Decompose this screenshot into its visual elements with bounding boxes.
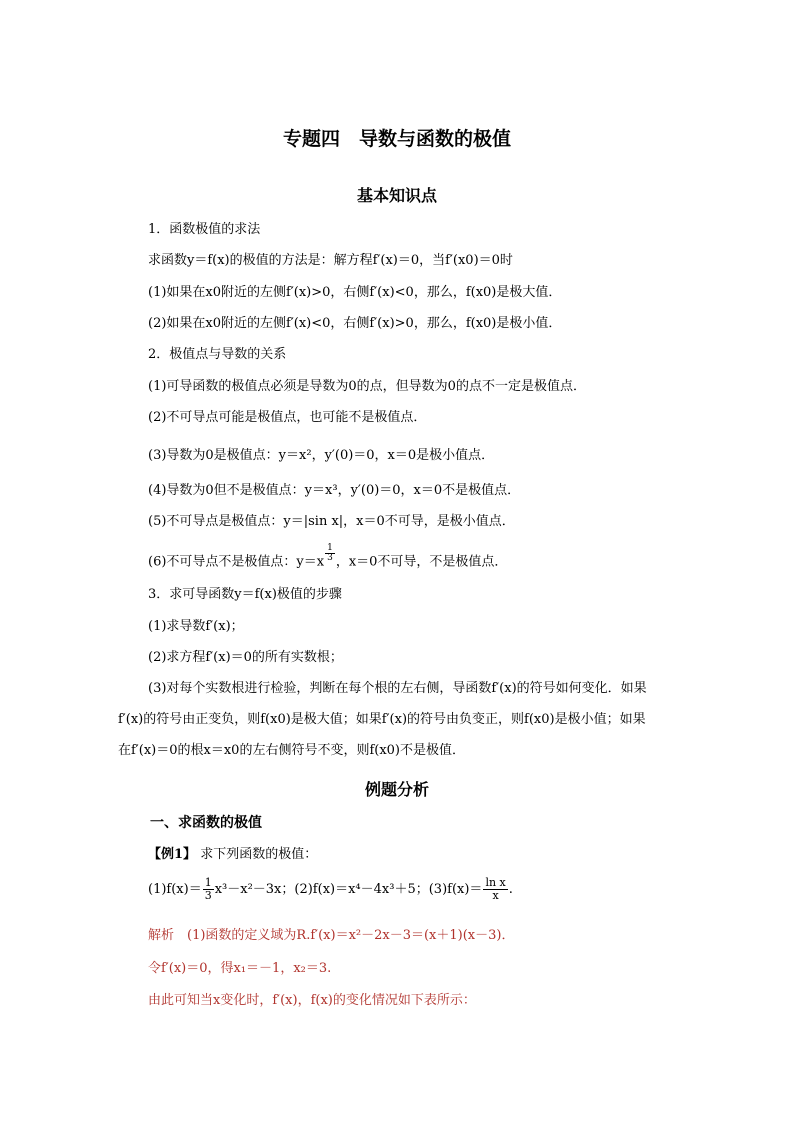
text-step-3-line-3: 在f′(x)＝0的根x＝x0的左右侧符号不变，则f(x0)不是极值． <box>118 743 466 758</box>
relation-6-suffix: ，x＝0不可导，不是极值点． <box>335 554 508 570</box>
example-1-prompt <box>148 846 317 864</box>
function-1-prefix: (1)f(x)＝ <box>148 882 202 897</box>
function-3-fraction <box>483 877 507 902</box>
section-example-heading: 例题分析 <box>364 780 429 799</box>
example-1-functions <box>148 872 513 908</box>
text-relation-5: (5)不可导点是极值点：y＝|sin x|，x＝0不可导，是极小值点． <box>148 514 515 529</box>
text-relation-6 <box>148 544 507 572</box>
function-1-fraction <box>203 877 214 902</box>
solution-line-1: 解析 (1)函数的定义域为R.f′(x)＝x²－2x－3＝(x＋1)(x－3)． <box>148 928 515 943</box>
function-1-numerator: 1 <box>204 876 212 889</box>
solution-line-2: 令f′(x)＝0，得x₁＝－1，x₂＝3. <box>148 961 332 976</box>
exponent-fraction <box>325 544 335 563</box>
text-step-3-line-1: (3)对每个实数根进行检验，判断在每个根的左右侧，导函数f′(x)的符号如何变化．如果 <box>148 681 647 696</box>
heading-extremum-derivative: 2．极值点与导数的关系 <box>148 347 287 362</box>
text-step-3-line-2: f′(x)的符号由正变负，则f(x0)是极大值；如果f′(x)的符号由负变正，则f(x0)是极小值；如果 <box>118 712 646 727</box>
heading-steps: 3．求可导函数y＝f(x)极值的步骤 <box>148 587 342 602</box>
exponent-denominator: 3 <box>327 553 333 563</box>
text-step-2: (2)求方程f′(x)＝0的所有实数根； <box>148 650 343 665</box>
page-title: 专题四 导数与函数的极值 <box>282 128 511 150</box>
text-relation-3: (3)导数为0是极值点：y＝x²，y′(0)＝0，x＝0是极小值点． <box>148 448 495 463</box>
example-1-label: 【例1】 <box>148 847 197 862</box>
text-relation-2: (2)不可导点可能是极值点，也可能不是极值点． <box>148 410 427 425</box>
text-method-intro: 求函数y＝f(x)的极值的方法是：解方程f′(x)＝0，当f′(x0)＝0时 <box>148 253 513 268</box>
heading-extremum-method: 1．函数极值的求法 <box>148 222 261 237</box>
section-basic-heading: 基本知识点 <box>356 186 437 205</box>
text-step-1: (1)求导数f′(x)； <box>148 619 244 634</box>
exponent-numerator: 1 <box>327 543 333 553</box>
text-relation-1: (1)可导函数的极值点必须是导数为0的点，但导数为0的点不一定是极值点． <box>148 379 586 394</box>
function-3-suffix: . <box>508 882 513 897</box>
function-1-suffix: x³－x²－3x；(2)f(x)＝x⁴－4x³＋5；(3)f(x)＝ <box>214 882 483 897</box>
part-one-heading: 一、求函数的极值 <box>150 815 262 831</box>
relation-6-prefix: (6)不可导点不是极值点：y＝x <box>148 554 325 570</box>
solution-line-3: 由此可知当x变化时，f′(x)，f(x)的变化情况如下表所示： <box>148 993 476 1008</box>
function-1-denominator: 3 <box>204 889 212 902</box>
text-relation-4: (4)导数为0但不是极值点：y＝x³，y′(0)＝0，x＝0不是极值点． <box>148 483 521 498</box>
text-max-condition: (1)如果在x0附近的左侧f′(x)>0，右侧f′(x)<0，那么，f(x0)是极大值． <box>148 285 562 300</box>
text-min-condition: (2)如果在x0附近的左侧f′(x)<0，右侧f′(x)>0，那么，f(x0)是极小值． <box>148 316 562 331</box>
example-1-text: 求下列函数的极值： <box>200 847 318 862</box>
function-3-numerator: ln x <box>485 876 506 889</box>
function-3-denominator: x <box>492 889 499 902</box>
